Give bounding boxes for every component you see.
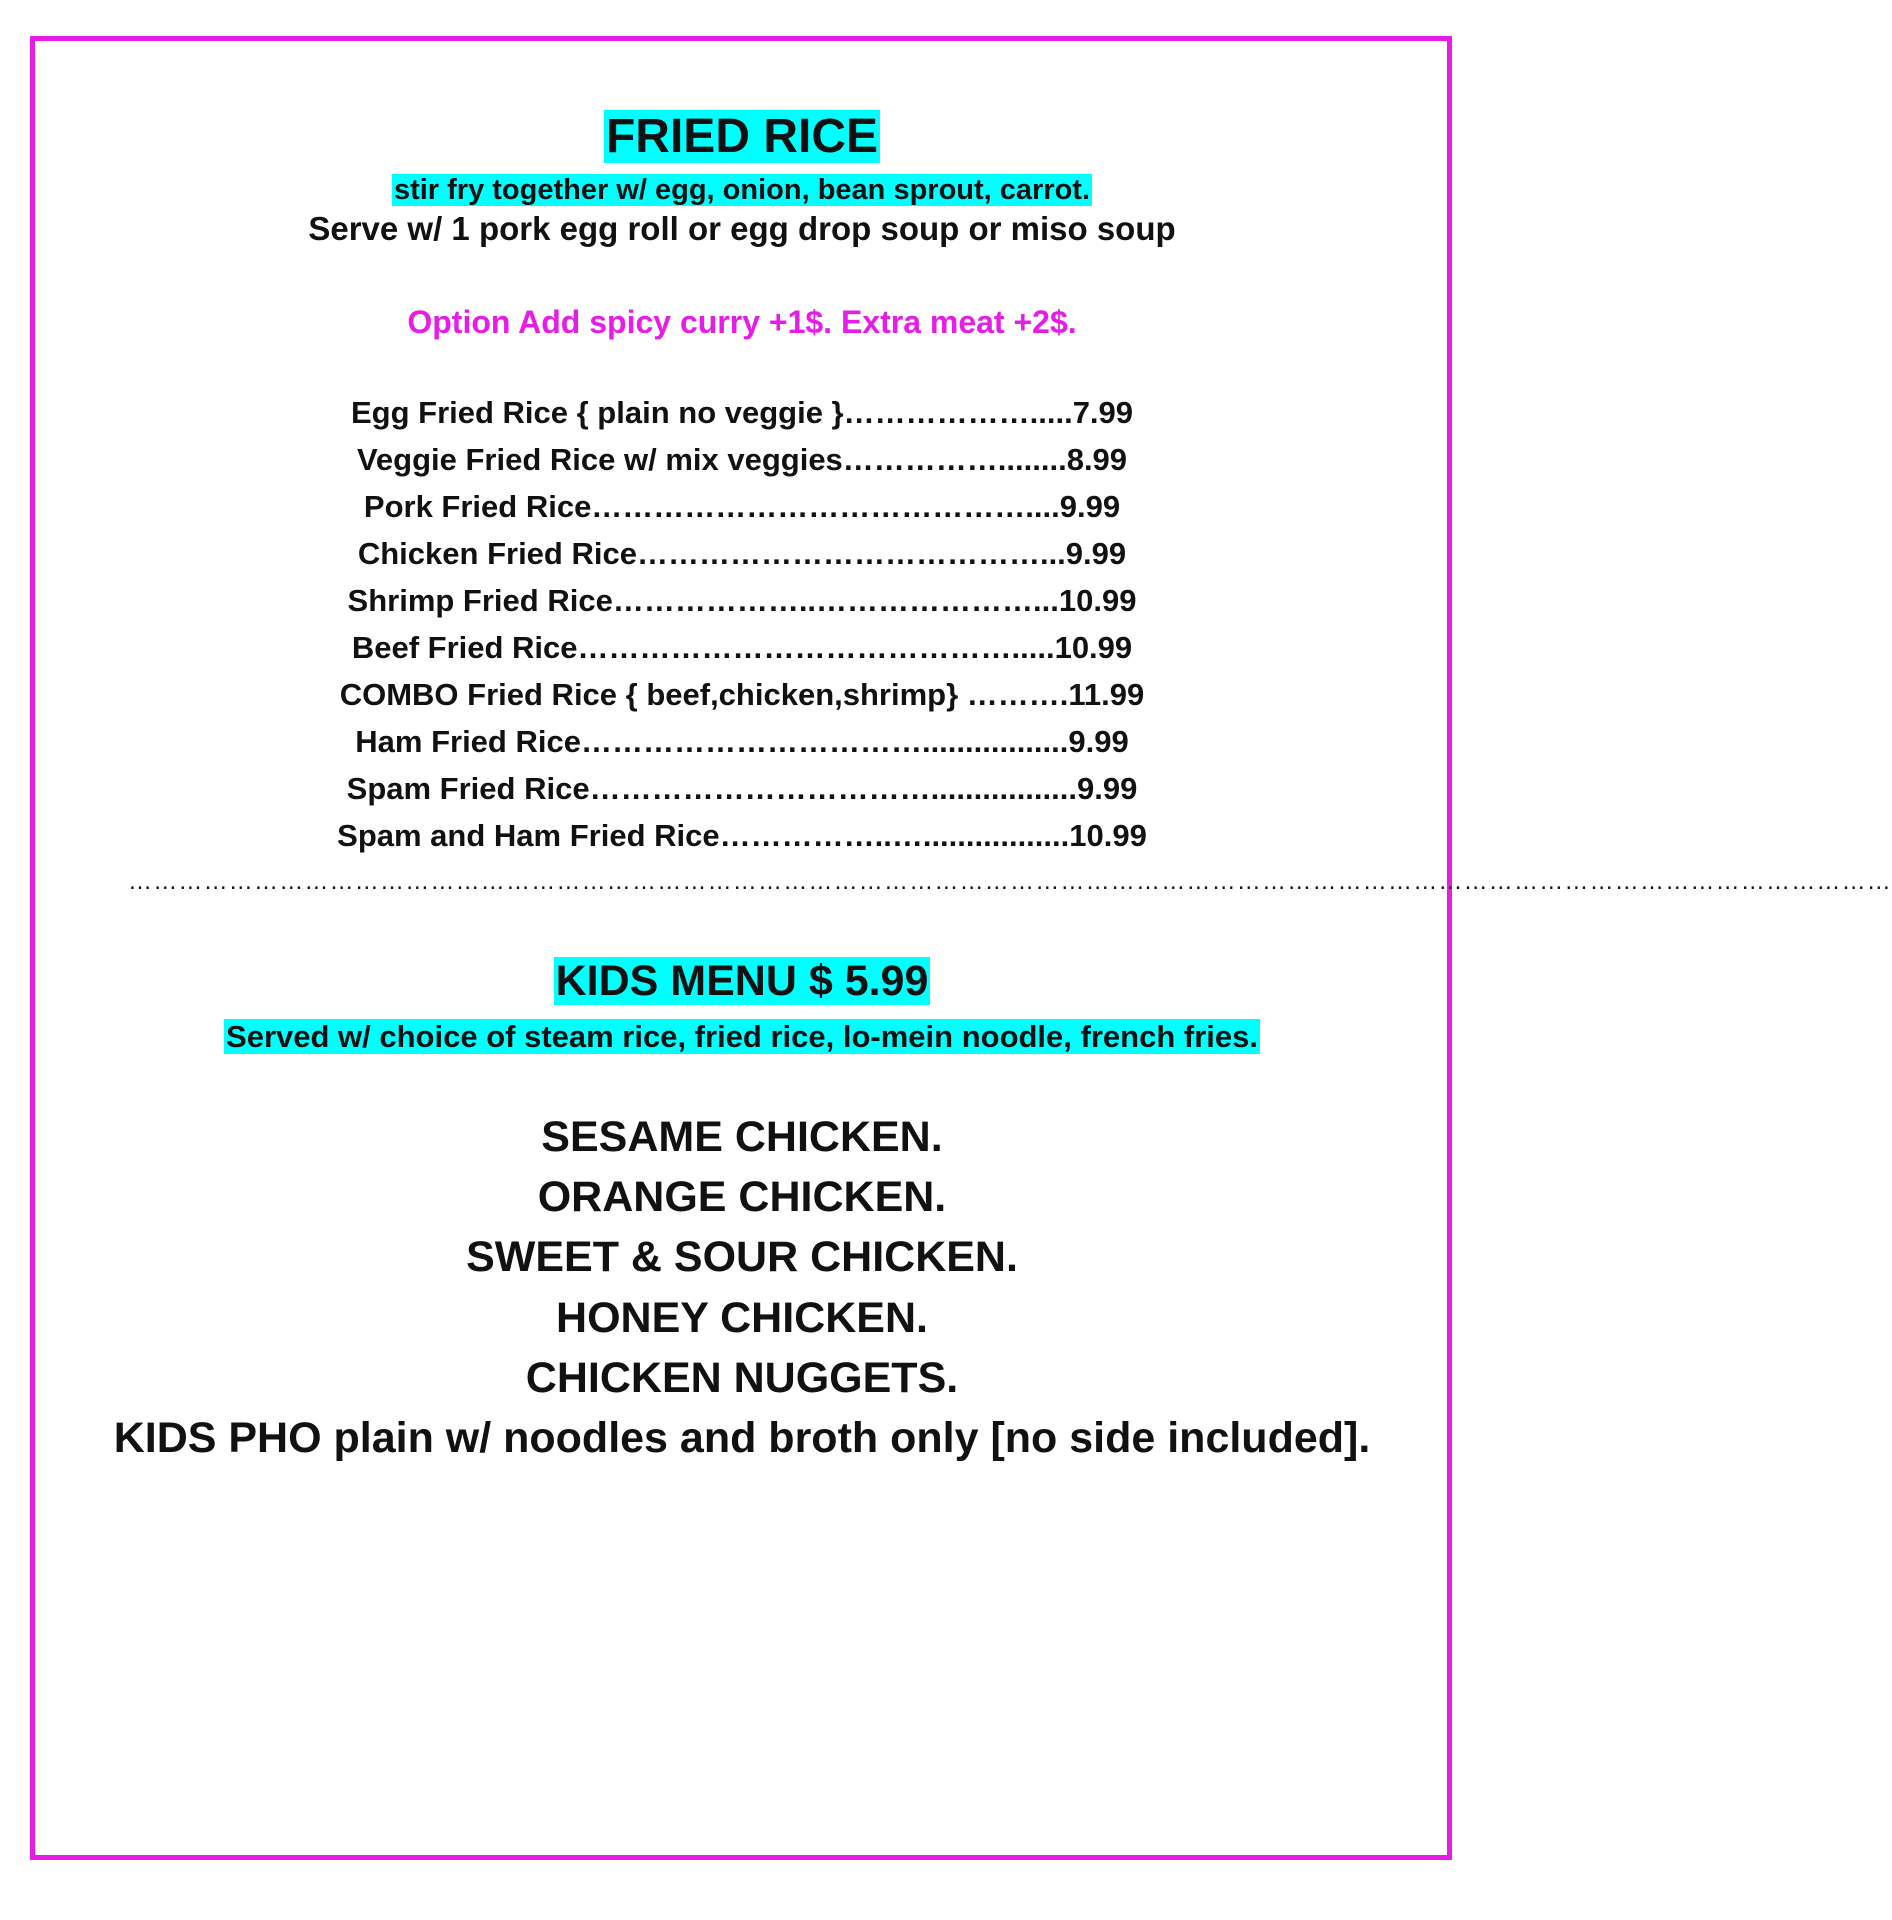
menu-item-combo-fried-rice: COMBO Fried Rice { beef,chicken,shrimp} ……….11.99 xyxy=(339,677,1145,712)
menu-item-spam-fried-rice: Spam Fried Rice…………………………….................9.99 xyxy=(346,771,1138,806)
menu-item-ham-fried-rice: Ham Fried Rice…………………………….................9.99 xyxy=(355,724,1129,759)
fried-rice-serve-note: Serve w/ 1 pork egg roll or egg drop soup or miso soup xyxy=(308,210,1176,247)
kids-item-sesame-chicken: SESAME CHICKEN. xyxy=(541,1113,943,1161)
menu-item-chicken-fried-rice: Chicken Fried Rice…………………………………...9.99 xyxy=(357,536,1127,571)
menu-item-beef-fried-rice: Beef Fried Rice…………………………………….....10.99 xyxy=(351,630,1133,665)
kids-menu-subtitle-text: Served w/ choice of steam rice, fried rice, lo-mein noodle, french fries. xyxy=(226,1019,1258,1054)
menu-item-shrimp-fried-rice: Shrimp Fried Rice………………..…………………...10.99 xyxy=(347,583,1137,618)
kids-item-kids-pho: KIDS PHO plain w/ noodles and broth only [no side included]. xyxy=(113,1414,1371,1462)
kids-item-honey-chicken: HONEY CHICKEN. xyxy=(556,1294,928,1342)
fried-rice-subtitle-text: stir fry together w/ egg, onion, bean sprout, carrot. xyxy=(393,174,1091,206)
kids-menu-title xyxy=(0,953,1484,1009)
fried-rice-title-text: FRIED RICE xyxy=(605,110,878,163)
fried-rice-title xyxy=(0,108,1484,166)
kids-menu-subtitle xyxy=(0,1018,1484,1056)
section-divider: ………………………………………………………………………………………………………………………………………………………………………………………… xyxy=(128,868,1892,895)
menu-item-spam-and-ham-fried-rice: Spam and Ham Fried Rice……………..….................10.99 xyxy=(337,818,1147,853)
kids-menu-title-text: KIDS MENU $ 5.99 xyxy=(555,957,929,1005)
menu-item-veggie-fried-rice: Veggie Fried Rice w/ mix veggies……………........8.99 xyxy=(356,442,1128,477)
menu-item-pork-fried-rice: Pork Fried Rice……………………………………....9.99 xyxy=(363,489,1121,524)
kids-item-orange-chicken: ORANGE CHICKEN. xyxy=(537,1173,947,1221)
menu-item-egg-fried-rice: Egg Fried Rice { plain no veggie }……………….....7.99 xyxy=(350,395,1134,430)
fried-rice-subtitle xyxy=(0,172,1484,208)
kids-item-chicken-nuggets: CHICKEN NUGGETS. xyxy=(525,1354,959,1402)
kids-item-sweet-sour-chicken: SWEET & SOUR CHICKEN. xyxy=(466,1233,1018,1281)
fried-rice-option-note: Option Add spicy curry +1$. Extra meat +2$. xyxy=(407,304,1077,340)
